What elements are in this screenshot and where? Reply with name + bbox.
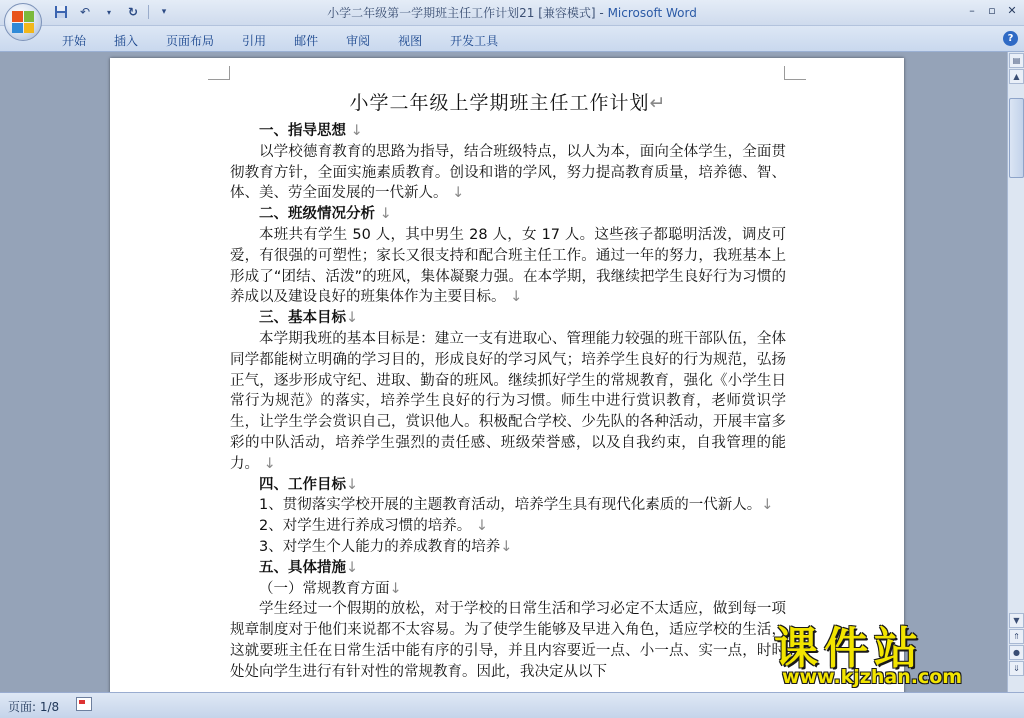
paragraph-text: 1、贯彻落实学校开展的主题教育活动，培养学生具有现代化素质的一代新人。 <box>259 497 762 514</box>
paragraph-mark: ↓ <box>761 497 774 514</box>
tab-insert[interactable]: 插入 <box>114 34 139 48</box>
margin-marker-top-left <box>208 66 230 80</box>
paragraph-text: 2、对学生进行养成习惯的培养。 <box>259 518 472 535</box>
tab-view[interactable]: 视图 <box>398 34 423 48</box>
office-logo-icon <box>12 11 34 33</box>
paragraph <box>230 599 786 682</box>
maximize-button[interactable]: ▫ <box>988 3 996 17</box>
paragraph-mark: ↓ <box>500 538 513 555</box>
paragraph <box>230 516 786 537</box>
paragraph <box>230 225 786 308</box>
paragraph <box>230 329 786 475</box>
tab-review[interactable]: 审阅 <box>346 34 371 48</box>
select-browse-object-icon[interactable]: ● <box>1009 645 1024 660</box>
watermark-name: 课件站 <box>774 623 924 674</box>
paragraph-text: 3、对学生个人能力的养成教育的培养 <box>259 538 501 555</box>
ribbon <box>0 26 1024 52</box>
document-name: 小学二年级第一学期班主任工作计划21 [兼容模式] - <box>327 6 608 20</box>
tab-page-layout[interactable]: 页面布局 <box>166 34 215 48</box>
section-heading <box>230 204 786 225</box>
close-button[interactable]: ✕ <box>1007 3 1017 17</box>
section-heading <box>230 475 786 496</box>
office-button[interactable] <box>4 3 42 41</box>
paragraph-text: 本班共有学生 50 人，其中男生 28 人，女 17 人。这些孩子都聪明活泼，调皮可爱，有很强的可塑性；家长又很支持和配合班主任工作。通过一年的努力，我班基本上形成了“团结、活泼”的班风，集体凝聚力强。在本学期，我继续把学生良好行为习惯的养成以及建设良好的班集体作为主要目标。 <box>230 226 786 306</box>
paragraph-text: 本学期我班的基本目标是：建立一支有进取心、管理能力较强的班干部队伍，全体同学都能树立明确的学习目的，形成良好的学习风气；培养学生良好的行为规范，弘扬正气，逐步形成守纪、进取、勤奋的班风。继续抓好学生的常规教育，强化《小学生日常行为规范》的落实，培养学生良好的行为习惯。师生中进行赏识教育，老师赏识学生，让学生学会赏识自己，赏识他人。积极配合学校、少先队的各种活动，开展丰富多彩的中队活动，培养学生强烈的责任感、班级荣誉感，以及自我约束，自我管理的能力。 <box>230 330 786 472</box>
ruler-toggle-icon[interactable]: ▤ <box>1009 53 1024 68</box>
paragraph-mark: ↓ <box>346 123 363 139</box>
help-icon[interactable]: ? <box>1003 31 1018 46</box>
undo-icon[interactable]: ↶ <box>79 5 91 19</box>
paragraph <box>230 537 786 558</box>
minimize-button[interactable]: – <box>969 3 975 17</box>
tab-developer[interactable]: 开发工具 <box>450 34 499 48</box>
document-area <box>0 52 1007 692</box>
heading-text: 四、工作目标 <box>259 476 346 493</box>
paragraph-text: 学生经过一个假期的放松，对于学校的日常生活和学习必定不太适应，做到每一项规章制度对于他们来说都不太容易。为了使学生能够及早进入角色，适应学校的生活，这就要班主任在日常生活中能有序的引导，并且内容要近一点、小一点、实一点，时时处处向学生进行有针对性的常规教育。因此，我决定从以下 <box>230 601 786 680</box>
paragraph-mark: ↓ <box>259 455 276 472</box>
next-page-icon[interactable]: ⇓ <box>1009 661 1024 676</box>
app-name: Microsoft Word <box>607 6 697 20</box>
section-heading <box>230 558 786 579</box>
paragraph-mark: ↓ <box>505 289 523 306</box>
chevron-down-icon[interactable]: ▾ <box>106 7 111 17</box>
customize-icon[interactable]: ▾ <box>161 7 167 17</box>
section-heading <box>230 121 786 142</box>
heading-text: 三、基本目标 <box>259 310 346 327</box>
paragraph-mark: ↓ <box>346 476 359 493</box>
tab-references[interactable]: 引用 <box>242 34 267 48</box>
paragraph-mark: ↓ <box>346 310 359 327</box>
paragraph <box>230 579 786 600</box>
paragraph-mark: ↵ <box>649 92 667 114</box>
title-bar <box>0 0 1024 26</box>
document-title <box>230 88 786 115</box>
paragraph <box>230 142 786 204</box>
heading-text: 一、指导思想 <box>259 123 346 139</box>
paragraph-mark: ↓ <box>447 185 465 202</box>
scroll-bottom-controls <box>1008 612 1024 677</box>
previous-page-icon[interactable]: ⇑ <box>1009 629 1024 644</box>
paragraph-text: （一）常规教育方面 <box>259 580 390 597</box>
window-controls <box>964 2 1020 18</box>
paragraph-mark: ↓ <box>471 518 488 535</box>
margin-marker-top-right <box>784 66 806 80</box>
document-page[interactable] <box>110 58 904 692</box>
vertical-scrollbar[interactable] <box>1007 52 1024 692</box>
paragraph <box>230 495 786 516</box>
proofing-icon[interactable] <box>76 697 92 711</box>
heading-text: 五、具体措施 <box>259 559 346 576</box>
page-indicator[interactable]: 页面: 1/8 <box>8 700 60 714</box>
ribbon-tabs <box>48 30 512 51</box>
paragraph-text: 以学校德育教育的思路为指导，结合班级特点，以人为本，面向全体学生，全面贯彻教育方针，全面实施素质教育。创设和谐的学风，努力提高教育质量，培养德、智、体、美、劳全面发展的一代新人。 <box>230 143 786 202</box>
document-body <box>230 121 786 683</box>
redo-icon[interactable]: ↻ <box>127 5 139 19</box>
watermark-url: www.kjzhan.com <box>782 666 963 688</box>
scroll-down-icon[interactable]: ▼ <box>1009 613 1024 628</box>
heading-text: 二、班级情况分析 <box>259 206 375 223</box>
status-bar <box>0 692 1024 718</box>
document-title-text: 小学二年级上学期班主任工作计划 <box>349 92 650 114</box>
scroll-up-icon[interactable]: ▲ <box>1009 69 1024 84</box>
document-content[interactable] <box>230 88 786 683</box>
paragraph-mark: ↓ <box>375 206 392 223</box>
tab-mailings[interactable]: 邮件 <box>294 34 319 48</box>
section-heading <box>230 308 786 329</box>
tab-home[interactable]: 开始 <box>62 34 87 48</box>
scroll-thumb[interactable] <box>1009 98 1024 178</box>
paragraph-mark: ↓ <box>346 559 359 576</box>
window-title <box>0 4 1024 21</box>
paragraph-mark: ↓ <box>389 580 402 597</box>
